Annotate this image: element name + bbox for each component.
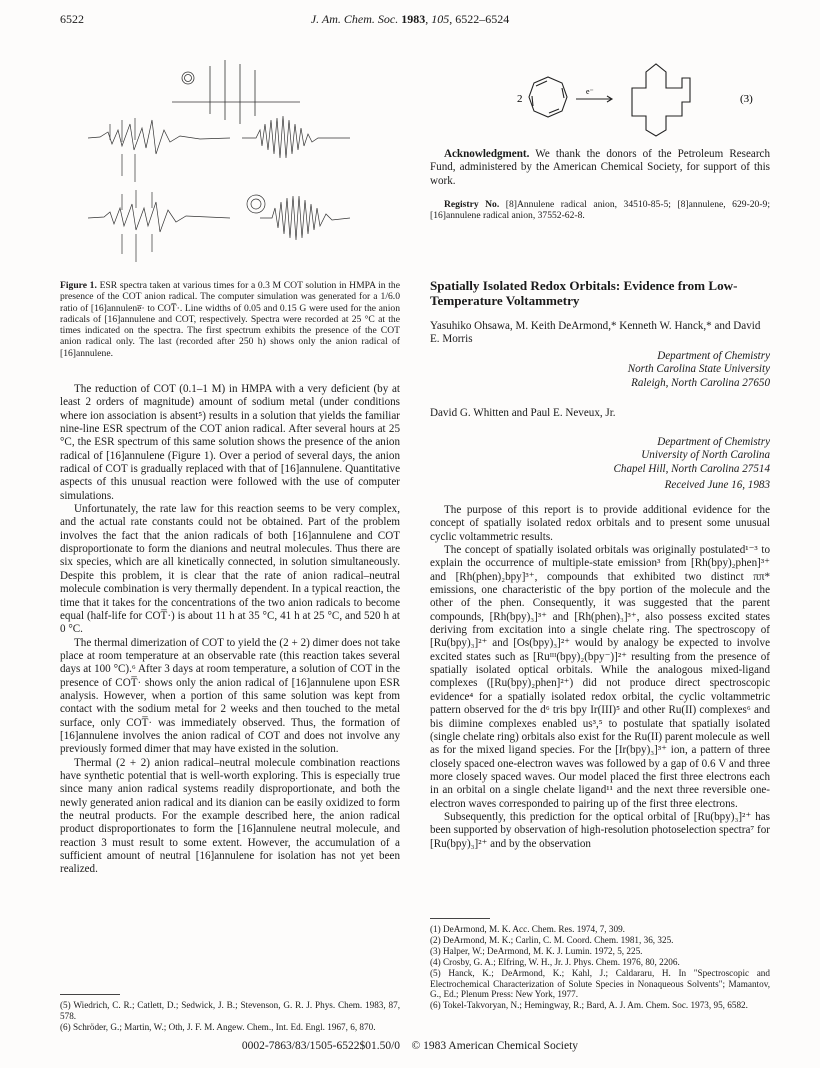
spectrum-row-3	[88, 190, 350, 262]
journal-volume: 105	[431, 12, 450, 26]
registry-label: Registry No.	[444, 199, 500, 210]
copyright: © 1983 American Chemical Society	[411, 1040, 579, 1052]
equation-number: (3)	[740, 93, 753, 105]
reference-item: (5) Hanck, K.; DeArmond, K.; Kahl, J.; Caldararu, H. In "Spectroscopic and Electrochemical Characterization of Solute Species in Nonaqueous Solvents"; Mamantov, G., Ed.; Plenum Press: New York, 1977.	[430, 967, 770, 1000]
reference-item: (4) Crosby, G. A.; Elfring, W. H., Jr. J. Phys. Chem. 1976, 80, 2206.	[430, 956, 680, 967]
affiliation-line: Department of Chemistry	[657, 436, 770, 448]
footnote-divider	[430, 918, 490, 919]
paragraph: Thermal (2 + 2) anion radical–neutral molecule combination reactions have synthetic potential that is well-worth exploring. This is especially true since many anion radical systems readily disproportionate, and both the newly generated anion radical and its dianion can be easily oxidized to form the neutral products. For the example described here, the anion radical product disproportionates to form the [16]annulene neutral molecule, and reaction 3 must result to some extent. However, the accumulation of a sufficient amount of neutral [16]annulene for isolation has not yet been realized.	[60, 756, 400, 876]
page-footer	[0, 1040, 820, 1052]
journal-year: 1983	[401, 12, 426, 26]
cot-molecule-icon-1	[182, 72, 194, 84]
affiliation-line: Chapel Hill, North Carolina 27514	[613, 462, 770, 475]
right-references	[430, 924, 770, 1011]
journal-pages: 6522–6524	[455, 12, 510, 26]
right-column-body	[430, 504, 770, 851]
affiliation-1	[430, 350, 770, 390]
scheme-reagent: e⁻	[586, 87, 594, 96]
paragraph: Unfortunately, the rate law for this reaction seems to be very complex, and the actual rate constants could not be obtained. Part of the problem involves the fact that the anion radicals of both [16]annulene and COT disproportionate to form the dianions and neutral molecules. Thus there are six species, which are all kinetically connected, in solution simultaneously. Despite this problem, it is clear that the rate of anion radical–neutral molecule combination is very thermally dependent. In a typical reaction, the time that it takes for the concentrations of the two anion radicals to become equal (half-life for COT̅·) is about 11 h at 35 °C, 41 h at 25 °C, and 520 h at 0 °C.	[60, 503, 400, 636]
paragraph: The purpose of this report is to provide additional evidence for the concept of spatially isolated redox orbitals and to present some unusual cyclic voltammetric results.	[430, 504, 770, 543]
spectrum-row-1	[172, 60, 300, 124]
reference-item: (6) Tokel-Takvoryan, N.; Hemingway, R.; Bard, A. J. Am. Chem. Soc. 1973, 95, 6582.	[430, 1000, 748, 1011]
left-column-body	[60, 383, 400, 877]
annulene-molecule-icon	[247, 195, 265, 213]
affiliation-line: University of North Carolina	[641, 449, 770, 462]
ack-label: Acknowledgment.	[444, 148, 530, 160]
affiliation-line: Raleigh, North Carolina 27650	[631, 376, 770, 389]
registry-text: [8]Annulene radical anion, 34510-85-5; [8]annulene, 629-20-9; [16]annulene radical anion, 37552-62-8.	[430, 199, 771, 222]
spectrum-row-2	[88, 116, 350, 182]
affiliation-line: North Carolina State University	[627, 363, 770, 376]
paragraph: Subsequently, this prediction for the optical orbital of [Ru(bpy)₃]²⁺ has been supported by observation of high-resolution photoselection spectra⁷ for [Ru(bpy)₃]²⁺ and by the observation	[430, 810, 770, 850]
paragraph: The concept of spatially isolated orbitals was originally postulated¹⁻³ to explain the occurrence of multiple-state emission³ from [Rh(bpy)₂phen]³⁺ and [Rh(phen)₂bpy]³⁺, compounds that exhibited two distinct ππ* emissions, one characteristic of the bpy portion of the molecule and the other of the phen. Consequently, it was suggested that the parent compounds, [Rh(bpy)₃]³⁺ and [Rh(phen)₃]³⁺, also possess excited states deriving from excitation into a single chelate ring. The spectroscopy of [Ru(bpy)₃]²⁺ and [Os(bpy)₃]²⁺ would by analogy be expected to involve excited states such as [Ruᴵᴵᴵ(bpy)₂(bpy⁻)]²⁺ resulting from the presence of spatially isolated optical orbitals. While the analogous mixed-ligand complexes ([Ru(bpy)₂phen]²⁺) did not produce direct spectroscopic evidence⁴ for a spatially isolated redox orbital, the cyclic voltammetric pattern observed for the d⁶ tris bpy Ir(III)⁵ and other Ru(II) complexes⁶ and bis diimine complexes enabled us³,⁵ to postulate that spatially isolated (single chelate ring) orbitals also exist for the Ru(II) parent molecule as well as for the mixed ligand species. For the [Ir(bpy)₃]³⁺ ion, a pattern of three closely spaced one-electron waves was followed by a gap of 0.6 V and three more closely spaced waves. Our model placed the first three electrons each in an orbital on a single chelate ligand¹¹ and the next three reversible one-electron waves corresponded to pairing up of the first three electrons.	[430, 544, 770, 810]
reference-item: (3) Halper, W.; DeArmond, M. K. J. Lumin. 1972, 5, 225.	[430, 945, 643, 956]
running-header: J. Am. Chem. Soc. 1983, 105, 6522–6524	[310, 12, 510, 26]
cyclooctatetraene-ring	[529, 77, 567, 117]
authors-group-2: David G. Whitten and Paul E. Neveux, Jr.	[430, 407, 616, 419]
acknowledgment	[430, 148, 770, 188]
reference-item: (2) DeArmond, M. K.; Carlin, C. M. Coord. Chem. 1981, 36, 325.	[430, 934, 674, 945]
page-number: 6522	[60, 12, 84, 26]
reference-item: (5) Wiedrich, C. R.; Catlett, D.; Sedwick, J. B.; Stevenson, G. R. J. Phys. Chem. 1983, 87, 578.	[60, 1000, 400, 1021]
received-date: Received June 16, 1983	[664, 479, 770, 491]
figure-caption-text: ESR spectra taken at various times for a 0.3 M COT solution in HMPA in the presence of the COT anion radical. The computer simulation was generated for a 1/6.0 ratio of [16]annulene̅· to COT̅·. Line widths of 0.05 and 0.15 G were used for the anion radicals of [16]annulene and COT, respectively. Spectra were recorded at 25 °C at the times indicated on the spectra. The first spectrum exhibits the presence of the COT anion radical only. The last (recorded after 250 h) shows only the anion radical of [16]annulene.	[60, 280, 400, 359]
ack-text: We thank the donors of the Petroleum Research Fund, administered by the American Chemical Society, for support of this work.	[430, 148, 770, 187]
reaction-scheme	[504, 56, 764, 146]
affiliation-line: Department of Chemistry	[657, 350, 770, 362]
reference-item: (6) Schröder, G.; Martin, W.; Oth, J. F. M. Angew. Chem., Int. Ed. Engl. 1967, 6, 870.	[60, 1021, 376, 1032]
article-code: 0002-7863/83/1505-6522$01.50/0	[241, 1040, 401, 1052]
annulene16-ring	[632, 64, 690, 136]
reference-item: (1) DeArmond, M. K. Acc. Chem. Res. 1974, 7, 309.	[430, 924, 625, 934]
authors-group-1: Yasuhiko Ohsawa, M. Keith DeArmond,* Kenneth W. Hanck,* and David E. Morris	[430, 320, 761, 346]
paragraph: The reduction of COT (0.1–1 M) in HMPA with a very deficient (by at least 2 orders of magnitude) amount of sodium metal (under conditions where ion association is absent⁵) results in a solution that yields the familiar nine-line ESR spectrum of the COT anion radical. After several hours at 25 °C, the ESR spectrum of this same solution shows the presence of the anion radical of [16]annulene (Figure 1). Over a period of several days, the anion radical of COT is gradually replaced with that of [16]annulene. Quantitative aspects of this unusual reaction were followed with the use of computer simulations.	[60, 383, 400, 502]
figure-caption	[60, 280, 400, 359]
article-title: Spatially Isolated Redox Orbitals: Evidence from Low-Temperature Voltammetry	[430, 278, 738, 308]
scheme-coefficient: 2	[517, 93, 523, 105]
journal-name: J. Am. Chem. Soc.	[310, 12, 399, 26]
affiliation-2	[430, 436, 770, 476]
registry-numbers	[430, 199, 770, 222]
figure-label: Figure 1.	[60, 280, 97, 291]
left-references	[60, 1000, 400, 1033]
paragraph: The thermal dimerization of COT to yield the (2 + 2) dimer does not take place at room temperature at an observable rate (this reaction takes several days at 100 °C).⁶ After 3 days at room temperature, a solution of COT in the presence of COT̅· shows only the anion radical of [16]annulene upon ESR analysis. However, when a portion of this same solution was kept from contact with the sodium metal for 2 weeks and then touched to the metal surface, only COT̅· was immediately observed. Thus, the formation of [16]annulene involves the anion radical of COT and does not involve any previously formed dimer that may have existed in the solution.	[60, 636, 400, 756]
esr-spectra-figure	[60, 58, 400, 273]
footnote-divider	[60, 994, 120, 995]
